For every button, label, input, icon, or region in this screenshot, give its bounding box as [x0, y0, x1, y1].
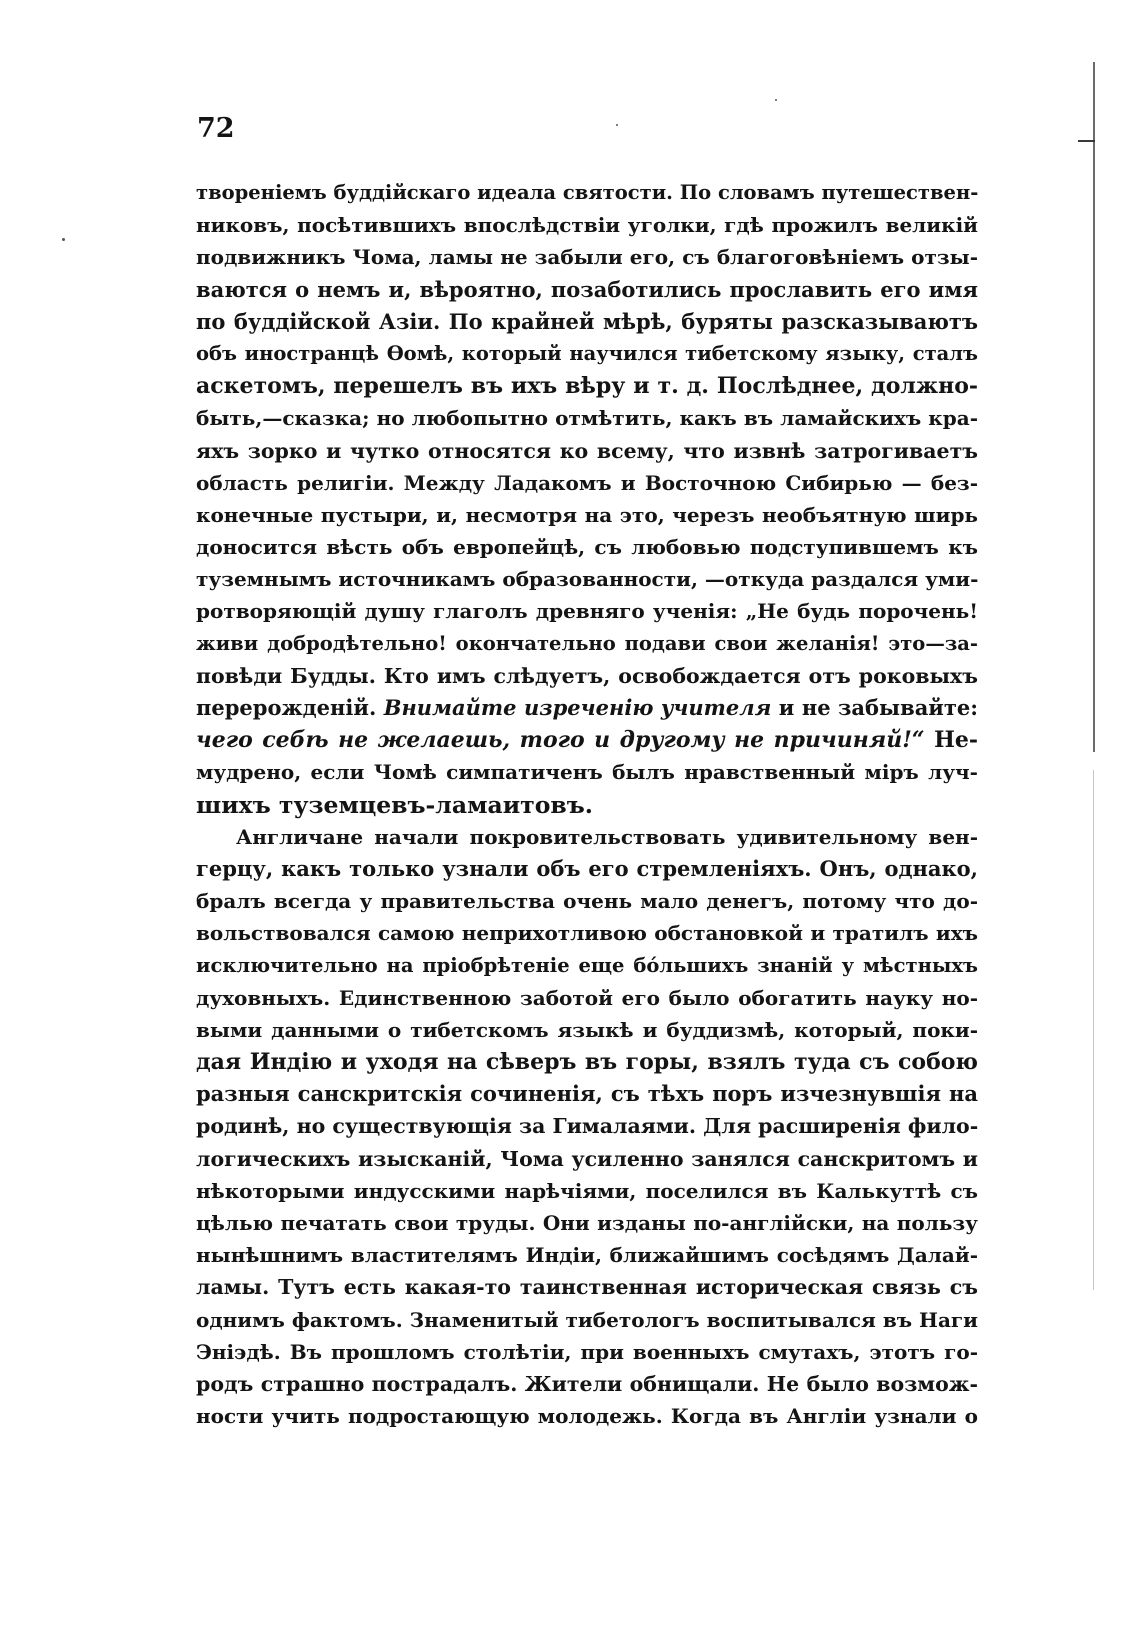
text-line-mixed	[196, 692, 978, 724]
text-line: исключительно на пріобрѣтеніе еще бо́льшихъ знаній у мѣстныхъ	[196, 953, 978, 977]
text-line: объ иностранцѣ Ѳомѣ, который научился тибетскому языку, сталъ	[196, 341, 978, 365]
text-line-mixed	[196, 724, 978, 756]
paragraph-start-line: Англичане начали покровительствовать удивительному вен-	[236, 824, 978, 849]
text-line: подвижникъ Чома, ламы не забыли его, съ благоговѣніемъ отзы-	[196, 245, 978, 270]
scan-speck	[616, 124, 618, 126]
text-line: цѣлью печатать свои труды. Они изданы по-англійски, на пользу	[196, 1211, 978, 1235]
text-line: мудрено, если Чомѣ симпатиченъ былъ нравственный міръ луч-	[196, 760, 978, 785]
text-line: доносится вѣсть объ европейцѣ, съ любовью подступившемъ къ	[196, 535, 978, 560]
scan-speck	[775, 99, 777, 101]
text-line: духовныхъ. Единственною заботой его было обогатить науку но-	[196, 985, 978, 1010]
body-text	[196, 177, 978, 1432]
italic-quote: чего себѣ не желаешь, того и другому не причиняй!“	[196, 727, 925, 754]
text-line: ламы. Тутъ есть какая-то таинственная историческая связь съ	[196, 1275, 978, 1300]
text-line: Эніэдѣ. Въ прошломъ столѣтіи, при военныхъ смутахъ, этотъ го-	[196, 1339, 978, 1364]
scan-edge-line	[1093, 62, 1095, 752]
text-line: нынѣшнимъ властителямъ Индіи, ближайшимъ сосѣдямъ Далай-	[196, 1243, 978, 1268]
text-line: разныя санскритскія сочиненія, съ тѣхъ поръ изчезнувшія на	[196, 1081, 978, 1107]
text-run: перерожденій.	[196, 695, 384, 720]
text-line: быть,—сказка; но любопытно отмѣтить, какъ въ ламайскихъ кра-	[196, 406, 978, 431]
text-line: герцу, какъ только узнали объ его стремленіяхъ. Онъ, однако,	[196, 855, 978, 881]
scan-edge-tick	[1078, 140, 1095, 142]
text-line: вольствовался самою неприхотливою обстановкой и тратилъ ихъ	[196, 921, 978, 946]
text-line: родъ страшно пострадалъ. Жители обнищали. Не было возмож-	[196, 1371, 978, 1396]
paragraph-end-line: шихъ туземцевъ-ламаитовъ.	[196, 790, 593, 819]
text-line: по буддійской Азіи. По крайней мѣрѣ, буряты разсказываютъ	[196, 308, 978, 334]
text-line: ваются о немъ и, вѣроятно, позаботились прославить его имя	[196, 276, 978, 302]
scan-edge-line-faint	[1093, 770, 1094, 1290]
text-line: однимъ фактомъ. Знаменитый тибетологъ воспитывался въ Наги	[196, 1307, 978, 1332]
text-line: твореніемъ буддійскаго идеала святости. По словамъ путешествен-	[196, 181, 978, 204]
page-number: 72	[197, 113, 235, 144]
text-line: нѣкоторыми индусскими нарѣчіями, поселился въ Калькуттѣ съ	[196, 1178, 978, 1203]
text-line: аскетомъ, перешелъ въ ихъ вѣру и т. д. Послѣднее, должно-	[196, 373, 978, 400]
italic-quote: Внимайте изреченію учителя	[383, 695, 772, 720]
text-line: бралъ всегда у правительства очень мало денегъ, потому что до-	[196, 889, 978, 914]
text-run: и не забывайте:	[771, 695, 978, 720]
text-line: область религіи. Между Ладакомъ и Восточною Сибирью — без-	[196, 470, 978, 495]
text-run: Не-	[924, 727, 978, 754]
text-line: ротворяющій душу глаголъ древняго ученія: „Не будь порочень!	[196, 599, 978, 624]
text-line: никовъ, посѣтившихъ впослѣдствіи уголки, гдѣ прожилъ великій	[196, 213, 978, 238]
text-line: повѣди Будды. Кто имъ слѣдуетъ, освобождается отъ роковыхъ	[196, 663, 978, 688]
text-line: конечные пустыри, и, несмотря на это, черезъ необъятную ширь	[196, 502, 978, 527]
text-line: родинѣ, но существующія за Гималаями. Для расширенія фило-	[196, 1114, 978, 1139]
text-line: туземнымъ источникамъ образованности, —откуда раздался уми-	[196, 567, 978, 592]
text-line: ности учить подростающую молодежь. Когда въ Англіи узнали о	[196, 1404, 978, 1429]
text-line: живи добродѣтельно! окончательно подави свои желанія! это—за-	[196, 631, 978, 655]
text-line: выми данными о тибетскомъ языкѣ и буддизмѣ, который, поки-	[196, 1017, 978, 1042]
scan-speck	[62, 238, 65, 241]
text-line: логическихъ изысканій, Чома усиленно занялся санскритомъ и	[196, 1146, 978, 1171]
text-line: дая Индію и уходя на сѣверъ въ горы, взялъ туда съ собою	[196, 1049, 978, 1076]
text-line: яхъ зорко и чутко относятся ко всему, что извнѣ затрогиваетъ	[196, 438, 978, 463]
